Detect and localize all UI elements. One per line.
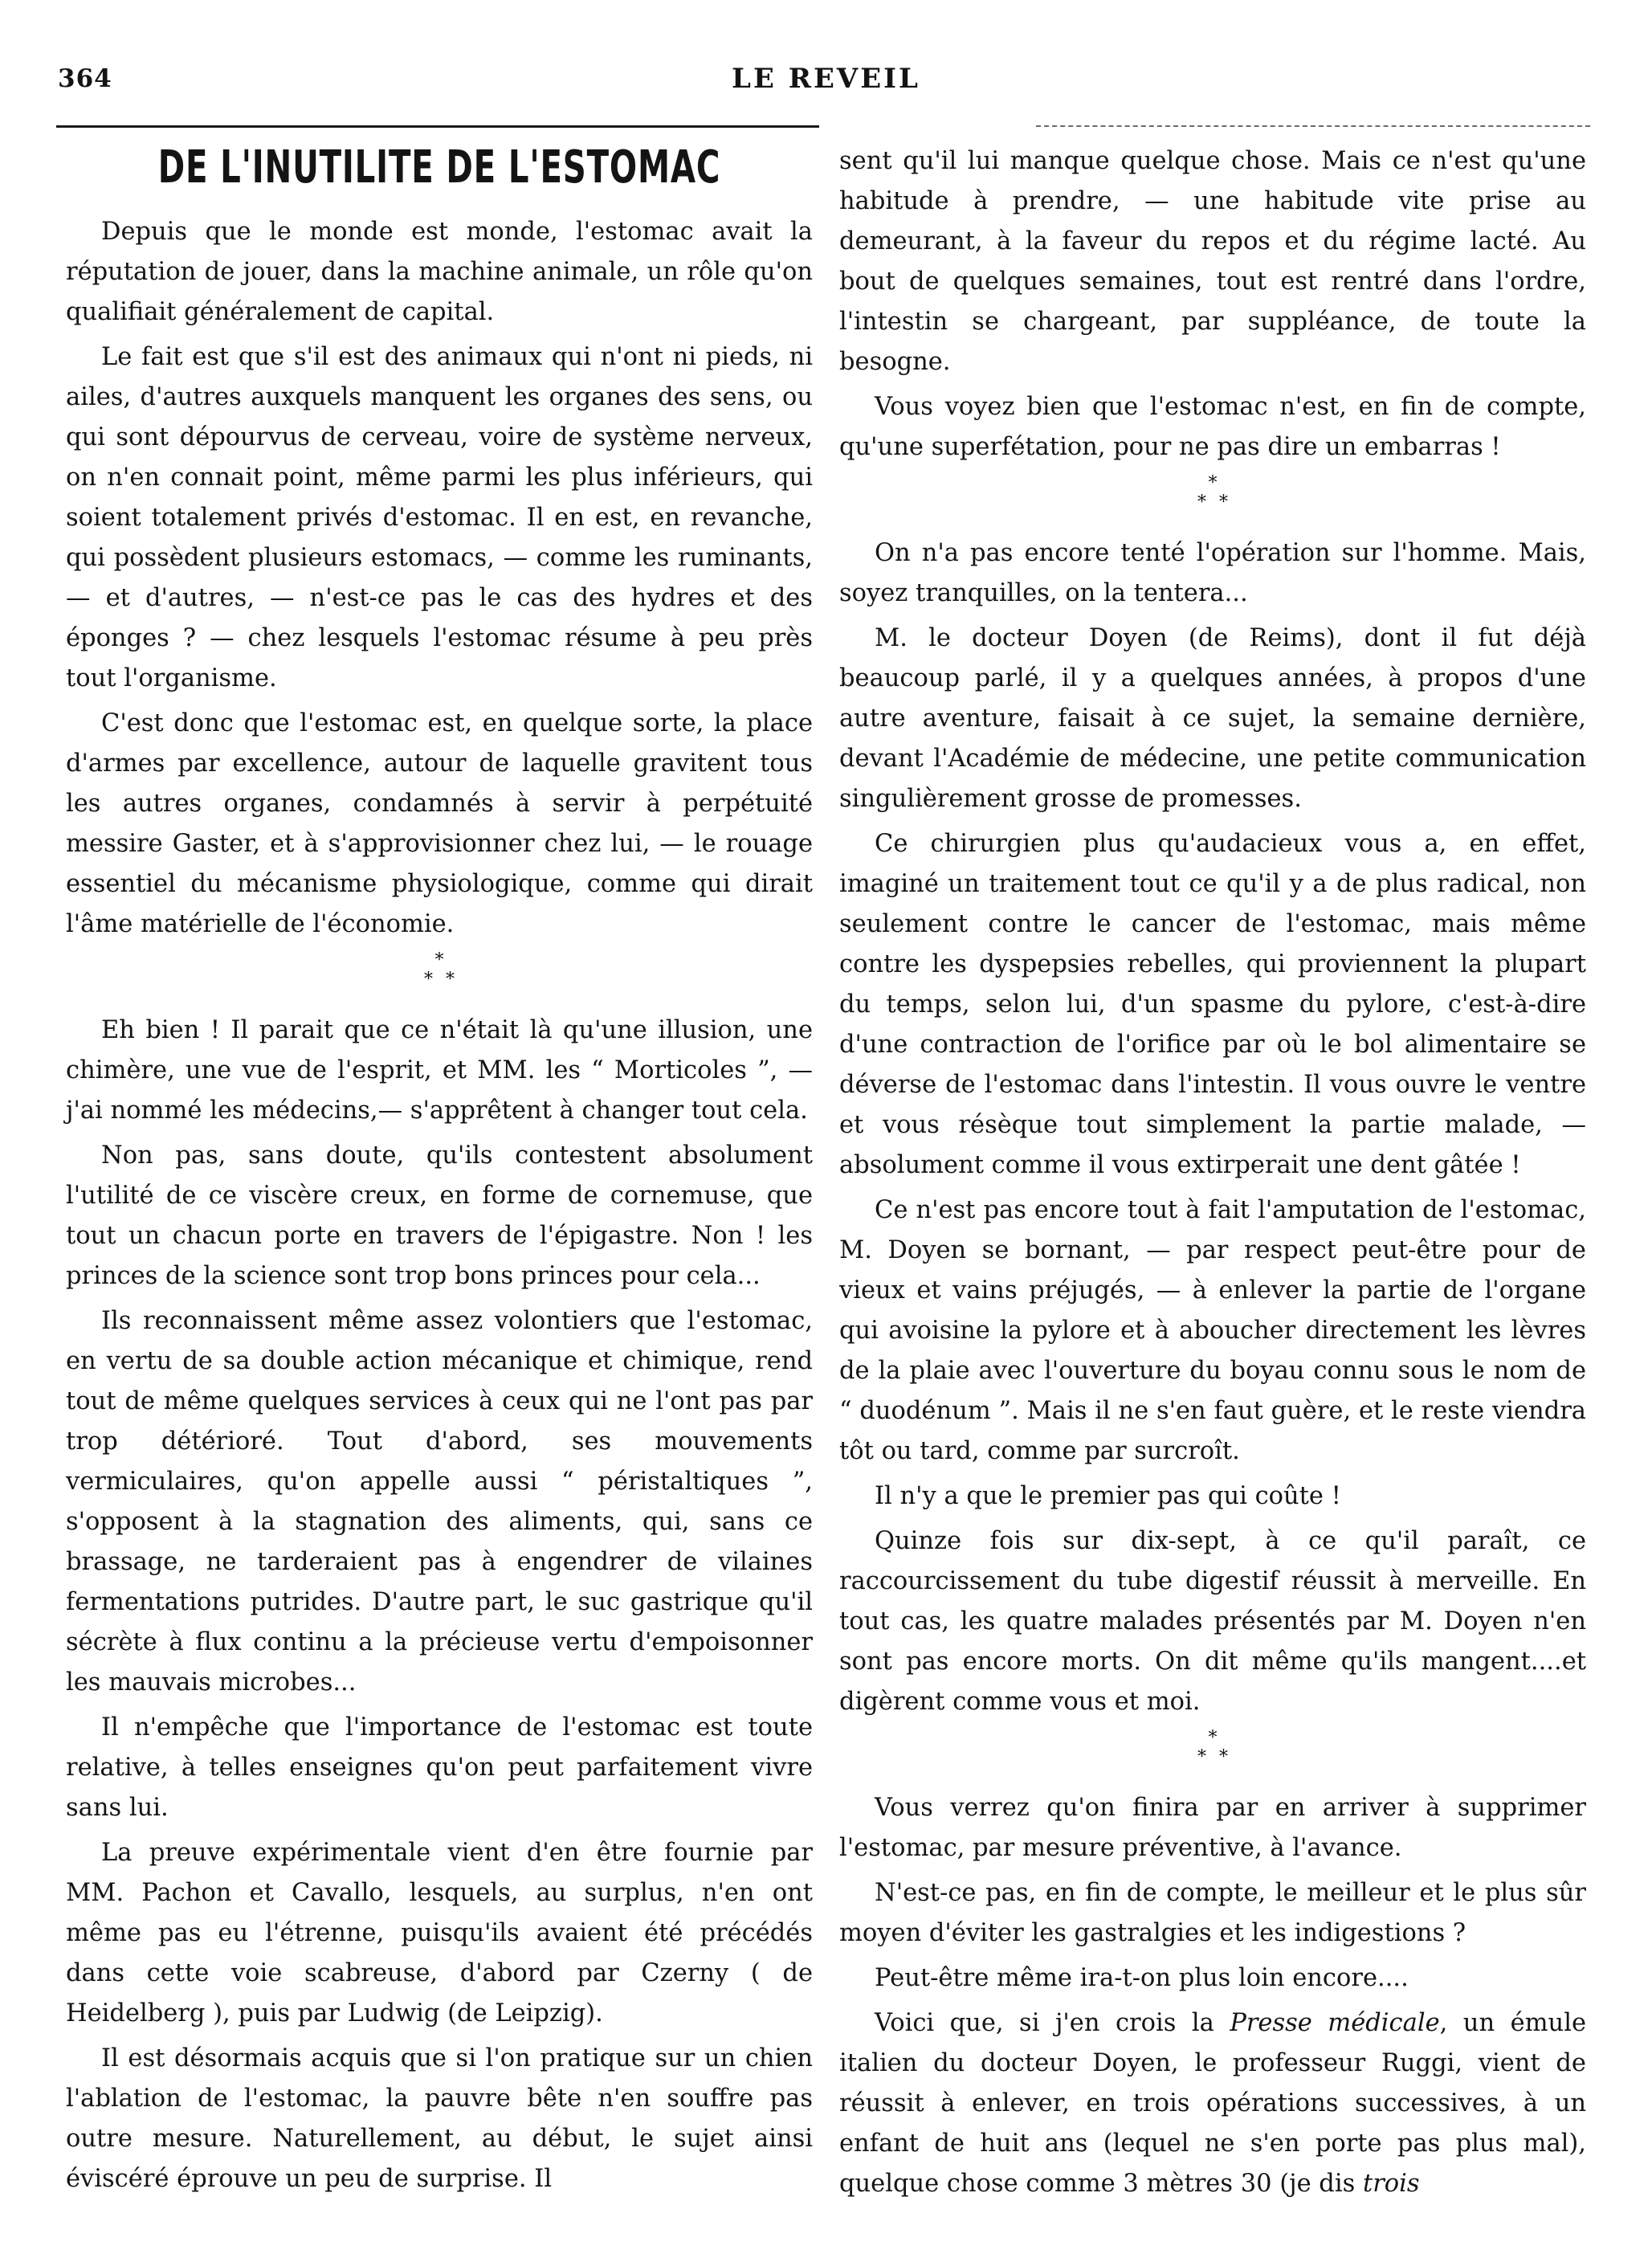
header-rule-dashed xyxy=(1036,125,1590,127)
running-head: LE REVEIL xyxy=(732,63,920,95)
paragraph: Il n'y a que le premier pas qui coûte ! xyxy=(875,1482,1341,1510)
paragraph: C'est donc que l'estomac est, en quelque sorte, la place d'armes par excellence, autour de laquelle gravitent tous les autres organes, condamnés à servir à perpétuité messire Gaster, et à s'approvisionner chez lui, — le rouage essentiel du mécanisme physiologique, comme qui dirait l'âme matérielle de l'économie. xyxy=(66,709,813,938)
paragraph xyxy=(839,2003,1586,2204)
emphasized-word: trois xyxy=(1362,2170,1420,2198)
paragraph: Ils reconnaissent même assez volontiers que l'estomac, en vertu de sa double action mécanique et chimique, rend tout de même quelques services à ceux qui ne l'ont pas par trop détérioré. Tout d'abord, ses mouvements vermiculaires, qu'on appelle aussi “ péristaltiques ”, s'opposent à la stagnation des aliments, qui, sans ce brassage, ne tarderaient pas à engendrer de vilaines fermentations putrides. D'autre part, le suc gastrique qu'il sécrète à flux continu a la précieuse vertu d'empoisonner les mauvais microbes... xyxy=(66,1307,813,1697)
paragraph: Non pas, sans doute, qu'ils contestent absolument l'utilité de ce viscère creux, en forme de cornemuse, que tout un chacun porte en travers de l'épigastre. Non ! les princes de la science sont trop bons princes pour cela... xyxy=(66,1141,813,1290)
asterism-separator: * ** xyxy=(1197,473,1241,512)
paragraph: Il n'empêche que l'importance de l'estomac est toute relative, à telles enseignes qu'on peut parfaitement vivre sans lui. xyxy=(66,1713,813,1822)
paragraph: Quinze fois sur dix-sept, à ce qu'il paraît, ce raccourcissement du tube digestif réussit à merveille. En tout cas, les quatre malades présentés par M. Doyen n'en sont pas encore morts. On dit même qu'ils mangent....et digèrent comme vous et moi. xyxy=(839,1527,1586,1716)
paragraph: M. le docteur Doyen (de Reims), dont il fut déjà beaucoup parlé, il y a quelques années, à propos d'une autre aventure, faisait à ce sujet, la semaine dernière, devant l'Académie de médecine, une petite communication singulièrement grosse de promesses. xyxy=(839,624,1586,813)
paragraph: Il est désormais acquis que si l'on pratique sur un chien l'ablation de l'estomac, la pauvre bête n'en souffre pas outre mesure. Naturellement, au début, le sujet ainsi éviscéré éprouve un peu de surprise. Il xyxy=(66,2044,813,2193)
paragraph: Le fait est que s'il est des animaux qui n'ont ni pieds, ni ailes, d'autres auxquels manquent les organes des sens, ou qui sont dépourvus de cerveau, voire de système nerveux, on n'en connait point, même parmi les plus inférieurs, qui soient totalement privés d'estomac. Il en est, en revanche, qui possèdent plusieurs estomacs, — comme les ruminants, — et d'autres, — n'est-ce pas le cas des hydres et des éponges ? — chez lesquels l'estomac résume à peu près tout l'organisme. xyxy=(66,343,813,692)
paragraph: Vous voyez bien que l'estomac n'est, en fin de compte, qu'une superfétation, pour ne pas dire un embarras ! xyxy=(839,393,1586,461)
paragraph-text: , un émule italien du docteur Doyen, le professeur Ruggi, vient de réussit à enlever, en trois opérations successives, à un enfant de huit ans (lequel ne s'en porte pas plus mal), quelque chose comme 3 mètres 30 (je dis xyxy=(839,2009,1586,2198)
paragraph: Depuis que le monde est monde, l'estomac avait la réputation de jouer, dans la machine animale, un rôle qu'on qualifiait généralement de capital. xyxy=(66,218,813,326)
header-rule xyxy=(56,125,819,128)
paragraph: La preuve expérimentale vient d'en être fournie par MM. Pachon et Cavallo, lesquels, au surplus, n'en ont même pas eu l'étrenne, puisqu'ils avaient été précédés dans cette voie scabreuse, d'abord par Czerny ( de Heidelberg ), puis par Ludwig (de Leipzig). xyxy=(66,1839,813,2027)
paragraph: Peut-être même ira-t-on plus loin encore.... xyxy=(875,1964,1409,1992)
paragraph: Eh bien ! Il parait que ce n'était là qu'une illusion, une chimère, une vue de l'esprit, et MM. les “ Morticoles ”, — j'ai nommé les médecins,— s'apprêtent à changer tout cela. xyxy=(66,1016,813,1125)
paragraph: N'est-ce pas, en fin de compte, le meilleur et le plus sûr moyen d'éviter les gastralgies et les indigestions ? xyxy=(839,1879,1586,1947)
page-number: 364 xyxy=(58,64,112,93)
asterism-separator: * ** xyxy=(1197,1728,1241,1767)
paragraph: Ce n'est pas encore tout à fait l'amputation de l'estomac, M. Doyen se bornant, — par respect peut-être pour de vieux et vains préjugés, — à enlever la partie de l'organe qui avoisine la pylore et à aboucher directement les lèvres de la plaie avec l'ouverture du boyau connu sous le nom de “ duodénum ”. Mais il ne s'en faut guère, et le reste viendra tôt ou tard, comme par surcroît. xyxy=(839,1196,1586,1465)
article-title: DE L'INUTILITE DE L'ESTOMAC xyxy=(157,141,721,194)
paragraph-continued: sent qu'il lui manque quelque chose. Mais ce n'est qu'une habitude à prendre, — une habitude vite prise au demeurant, à la faveur du repos et du régime lacté. Au bout de quelques semaines, tout est rentré dans l'ordre, l'intestin se chargeant, par suppléance, de toute la besogne. xyxy=(839,147,1586,376)
right-column xyxy=(839,141,1586,2209)
paragraph-text: Voici que, si j'en crois la xyxy=(875,2009,1230,2037)
paragraph: Vous verrez qu'on finira par en arriver à supprimer l'estomac, par mesure préventive, à l'avance. xyxy=(839,1794,1586,1862)
paragraph: Ce chirurgien plus qu'audacieux vous a, en effet, imaginé un traitement tout ce qu'il y a de plus radical, non seulement contre le cancer de l'estomac, mais même contre les dyspepsies rebelles, qui proviennent la plupart du temps, selon lui, d'un spasme du pylore, c'est-à-dire d'une contraction de l'orifice par où le bol alimentaire se déverse de l'estomac dans l'intestin. Il vous ouvre le ventre et vous résèque tout simplement la partie malade, — absolument comme il vous extirperait une dent gâtée ! xyxy=(839,830,1586,1179)
paragraph: On n'a pas encore tenté l'opération sur l'homme. Mais, soyez tranquilles, on la tentera... xyxy=(839,539,1586,607)
asterism-separator: * ** xyxy=(424,950,467,990)
journal-name: Presse médicale xyxy=(1230,2009,1440,2037)
left-column xyxy=(66,141,813,2204)
